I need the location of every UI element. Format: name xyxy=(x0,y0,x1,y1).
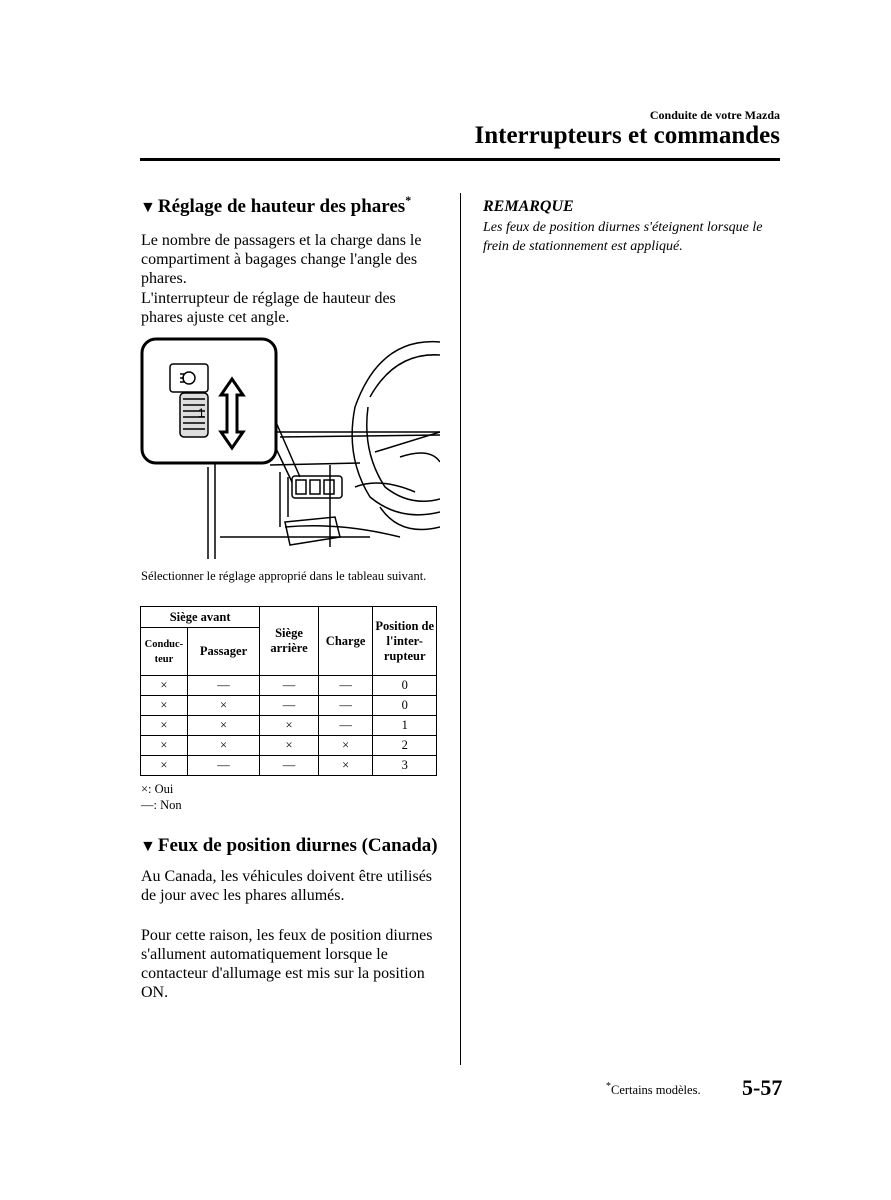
section-title-daytime-running-lights: ▼ Feux de position diurnes (Canada) xyxy=(140,835,438,856)
table-cell: × xyxy=(141,676,188,696)
page-title: Interrupteurs et commandes xyxy=(474,122,780,149)
table-cell: × xyxy=(187,736,259,756)
footnote-marker: * xyxy=(405,193,412,207)
header-rear-seat: Siège arrière xyxy=(260,607,319,676)
table-cell: — xyxy=(260,676,319,696)
table-cell: × xyxy=(141,716,188,736)
headlight-leveling-switch-illustration xyxy=(140,337,440,559)
paragraph: Pour cette raison, les feux de position diurnes s'allument automatiquement lorsque le contacteur d'allumage est mis sur la position ON. xyxy=(141,927,433,1001)
table-row xyxy=(141,736,437,756)
chapter-title: Conduite de votre Mazda xyxy=(649,108,780,122)
legend-no: —: Non xyxy=(141,798,182,812)
triangle-marker-icon: ▼ xyxy=(140,838,156,855)
paragraph: Le nombre de passagers et la charge dans le compartiment à bagages change l'angle des phares. xyxy=(141,232,422,287)
table-cell: × xyxy=(260,716,319,736)
table-cell: — xyxy=(187,756,259,776)
header-driver: Conduc-teur xyxy=(141,628,188,676)
table-cell: — xyxy=(260,696,319,716)
header-rule xyxy=(140,158,780,161)
footnote-marker: * xyxy=(606,1081,611,1092)
table-row xyxy=(141,696,437,716)
page-number: 5-57 xyxy=(742,1075,783,1100)
header-front-seat: Siège avant xyxy=(141,607,260,628)
table-cell: 1 xyxy=(373,716,437,736)
note-label: REMARQUE xyxy=(483,198,574,215)
table-row xyxy=(141,676,437,696)
header-switch-position: Position de l'inter-rupteur xyxy=(373,607,437,676)
table-cell: — xyxy=(318,676,373,696)
table-cell: 0 xyxy=(373,676,437,696)
table-cell: 2 xyxy=(373,736,437,756)
table-cell: × xyxy=(141,736,188,756)
table-cell: — xyxy=(318,716,373,736)
table-row xyxy=(141,756,437,776)
svg-text:1: 1 xyxy=(198,406,205,420)
table-cell: — xyxy=(318,696,373,716)
table-cell: × xyxy=(187,716,259,736)
header-load: Charge xyxy=(318,607,373,676)
figure-caption: Sélectionner le réglage approprié dans le tableau suivant. xyxy=(141,569,427,583)
legend-yes: ×: Oui xyxy=(141,782,174,796)
table-cell: × xyxy=(141,696,188,716)
table-cell: × xyxy=(187,696,259,716)
paragraph: L'interrupteur de réglage de hauteur des phares ajuste cet angle. xyxy=(141,290,396,326)
triangle-marker-icon: ▼ xyxy=(140,199,156,216)
table-cell: 0 xyxy=(373,696,437,716)
footnote: *Certains modèles. xyxy=(606,1081,701,1097)
table-cell: × xyxy=(260,736,319,756)
table-cell: × xyxy=(141,756,188,776)
section-title-headlight-leveling: ▼ Réglage de hauteur des phares* xyxy=(140,193,412,217)
leveling-settings-table xyxy=(140,606,437,776)
note-text: Les feux de position diurnes s'éteignent lorsque le frein de stationnement est appliqué. xyxy=(483,220,763,254)
header-passenger: Passager xyxy=(187,628,259,676)
table-cell: — xyxy=(260,756,319,776)
table-cell: — xyxy=(187,676,259,696)
table-cell: × xyxy=(318,756,373,776)
table-row xyxy=(141,716,437,736)
table-cell: 3 xyxy=(373,756,437,776)
paragraph: Au Canada, les véhicules doivent être utilisés de jour avec les phares allumés. xyxy=(141,868,433,904)
column-divider xyxy=(460,193,461,1065)
table-cell: × xyxy=(318,736,373,756)
